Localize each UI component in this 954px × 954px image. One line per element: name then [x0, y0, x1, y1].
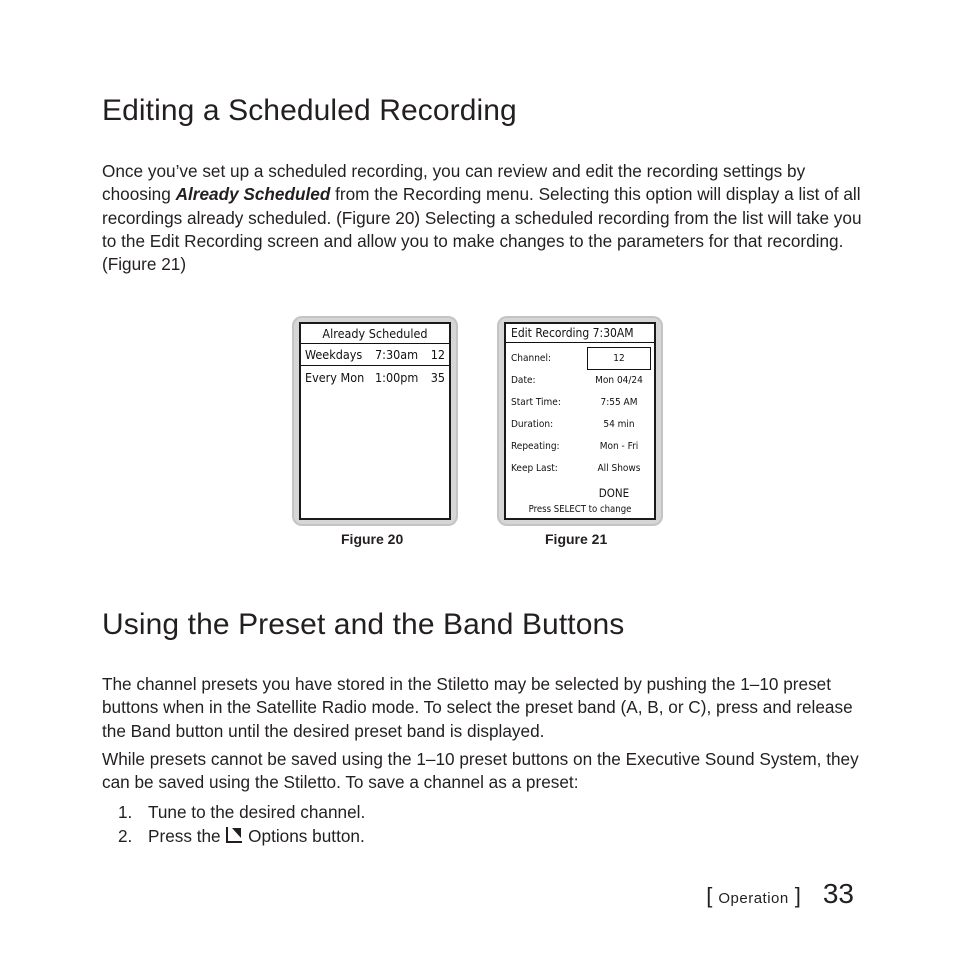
figure20-screen: [299, 322, 451, 520]
footer-section-label: Operation: [718, 890, 789, 907]
field-repeating: [506, 435, 654, 457]
figure21-header: Edit Recording 7:30AM: [506, 324, 654, 343]
section-title-preset-band: Using the Preset and the Band Buttons: [102, 608, 625, 641]
figure21-fields: [506, 347, 654, 479]
row-channel: 35: [430, 370, 445, 385]
field-value: Mon - Fri: [599, 440, 639, 452]
page-footer: [ Operation ] 33: [706, 878, 854, 909]
section2-paragraph-1: The channel presets you have stored in the Stiletto may be selected by pushing the 1–10 preset buttons when in the Satellite Radio mode. To select the preset band (A, B, or C), press and release the Band button until the desired preset band is displayed.: [102, 674, 853, 741]
list-item: 1. Tune to the desired channel.: [118, 802, 366, 822]
row-time: 7:30am: [375, 347, 419, 362]
section2-paragraph-2: While presets cannot be saved using the 1–10 preset buttons on the Executive Sound System, they can be saved using the Stiletto. To save a channel as a preset:: [102, 749, 859, 793]
row-channel: 12: [430, 347, 445, 362]
figure20-device: [292, 316, 458, 526]
field-value: All Shows: [597, 462, 641, 474]
field-value: Mon 04/24: [595, 374, 643, 386]
already-scheduled-emphasis: Already Scheduled: [175, 184, 331, 205]
row-name: Every Mon: [305, 370, 365, 385]
figure20-header: Already Scheduled: [301, 324, 449, 344]
figure21-caption: Figure 21: [545, 531, 608, 547]
figure21-screen: [504, 322, 656, 520]
field-duration: [506, 413, 654, 435]
field-keep-last: [506, 457, 654, 479]
channel-value-box: 12: [587, 347, 651, 370]
row-time: 1:00pm: [375, 370, 419, 385]
field-date: [506, 369, 654, 391]
field-label: Date:: [511, 374, 536, 386]
field-label: Duration:: [511, 418, 554, 430]
options-icon: [225, 826, 243, 844]
field-label: Start Time:: [511, 396, 561, 408]
figure20-row-2: [301, 368, 449, 388]
done-option: DONE: [598, 486, 630, 500]
steps-list: [118, 800, 365, 848]
section1-paragraph: Once you’ve set up a scheduled recording, you can review and edit the recording settings by choosing Already Scheduled from the Recording menu. Selecting this option will display a list of all recordings already scheduled. (Figure 20) Selecting a scheduled recording from the list will take you to the Edit Recording screen and allow you to make changes to the parameters for that recording. (Figure 21): [102, 161, 862, 275]
figure20-row-1: [301, 345, 449, 366]
field-label: Keep Last:: [511, 462, 558, 474]
figure21-hint: Press SELECT to change: [528, 504, 632, 515]
field-value: 54 min: [603, 418, 635, 430]
figure21-device: [497, 316, 663, 526]
field-label: Channel:: [511, 352, 551, 364]
page-number: 33: [822, 878, 854, 909]
section-title-editing: Editing a Scheduled Recording: [102, 94, 517, 127]
field-value: 7:55 AM: [600, 396, 638, 408]
figure20-caption: Figure 20: [341, 531, 404, 547]
row-name: Weekdays: [305, 347, 363, 362]
field-channel: [506, 347, 654, 369]
field-label: Repeating:: [511, 440, 560, 452]
field-start-time: [506, 391, 654, 413]
list-item: 2. Press the Options button.: [118, 826, 365, 846]
